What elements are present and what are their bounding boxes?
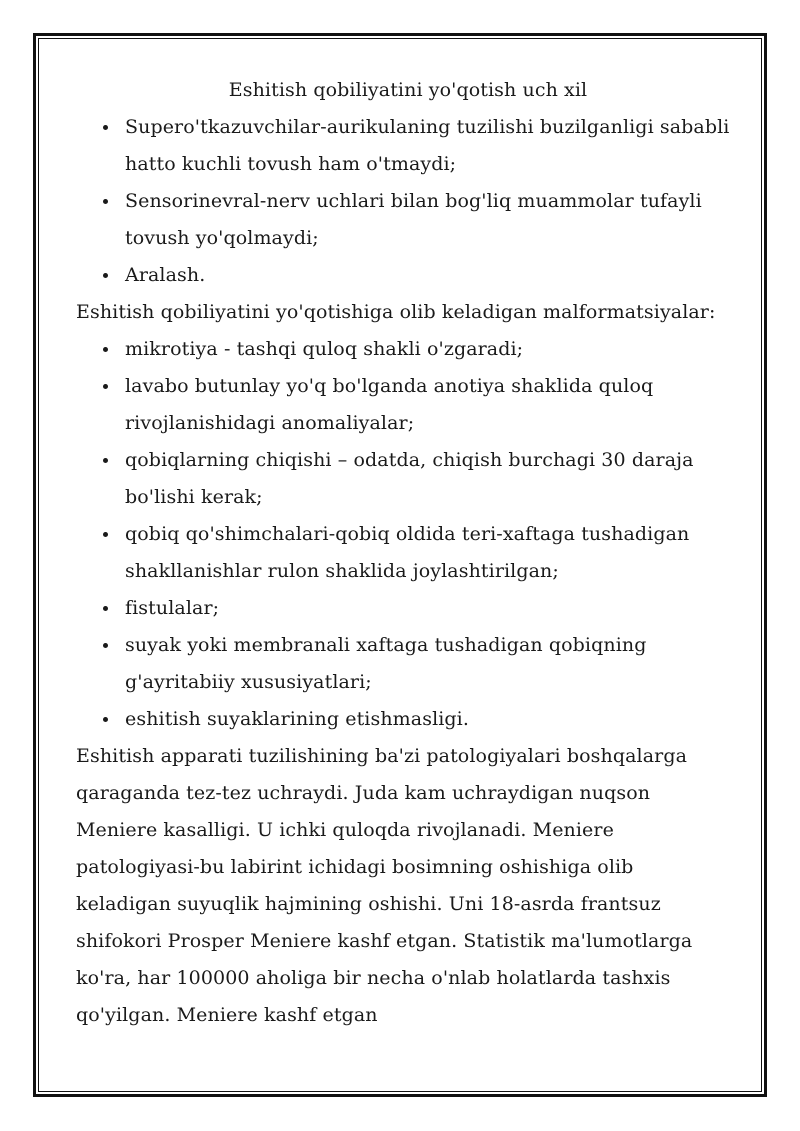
malformations-list [76,331,730,738]
malformations-intro: Eshitish qobiliyatini yo'qotishiga olib keladigan malformatsiyalar: [76,301,716,323]
list-item: fistulalar; [76,590,730,627]
list-item: Supero'tkazuvchilar-aurikulaning tuzilishi buzilganligi sababli hatto kuchli tovush ham o'tmaydi; [76,109,730,183]
body-paragraph: Eshitish apparati tuzilishining ba'zi patologiyalari boshqalarga qaraganda tez-tez uchraydi. Juda kam uchraydigan nuqson Meniere kasalligi. U ichki quloqda rivojlanadi. Meniere patologiyasi-bu labirint ichidagi bosimning oshishiga olib keladigan suyuqlik hajmining oshishi. Uni 18-asrda frantsuz shifokori Prosper Meniere kashf etgan. Statistik ma'lumotlarga ko'ra, har 100000 aholiga bir necha o'nlab holatlarda tashxis qo'yilgan. Meniere kashf etgan [76,745,693,1026]
document-body [76,72,730,1034]
list-item: Sensorinevral-nerv uchlari bilan bog'liq muammolar tufayli tovush yo'qolmaydi; [76,183,730,257]
hearing-loss-types-list [76,109,730,294]
list-item: lavabo butunlay yo'q bo'lganda anotiya shaklida quloq rivojlanishidagi anomaliyalar; [76,368,730,442]
section-title: Eshitish qobiliyatini yo'qotish uch xil [228,79,588,101]
list-item: eshitish suyaklarining etishmasligi. [76,701,730,738]
list-item: mikrotiya - tashqi quloq shakli o'zgaradi; [76,331,730,368]
list-item: suyak yoki membranali xaftaga tushadigan qobiqning g'ayritabiiy xususiyatlari; [76,627,730,701]
list-item: qobiqlarning chiqishi – odatda, chiqish burchagi 30 daraja bo'lishi kerak; [76,442,730,516]
list-item: qobiq qo'shimchalari-qobiq oldida teri-xaftaga tushadigan shakllanishlar rulon shaklida joylashtirilgan; [76,516,730,590]
list-item: Aralash. [76,257,730,294]
